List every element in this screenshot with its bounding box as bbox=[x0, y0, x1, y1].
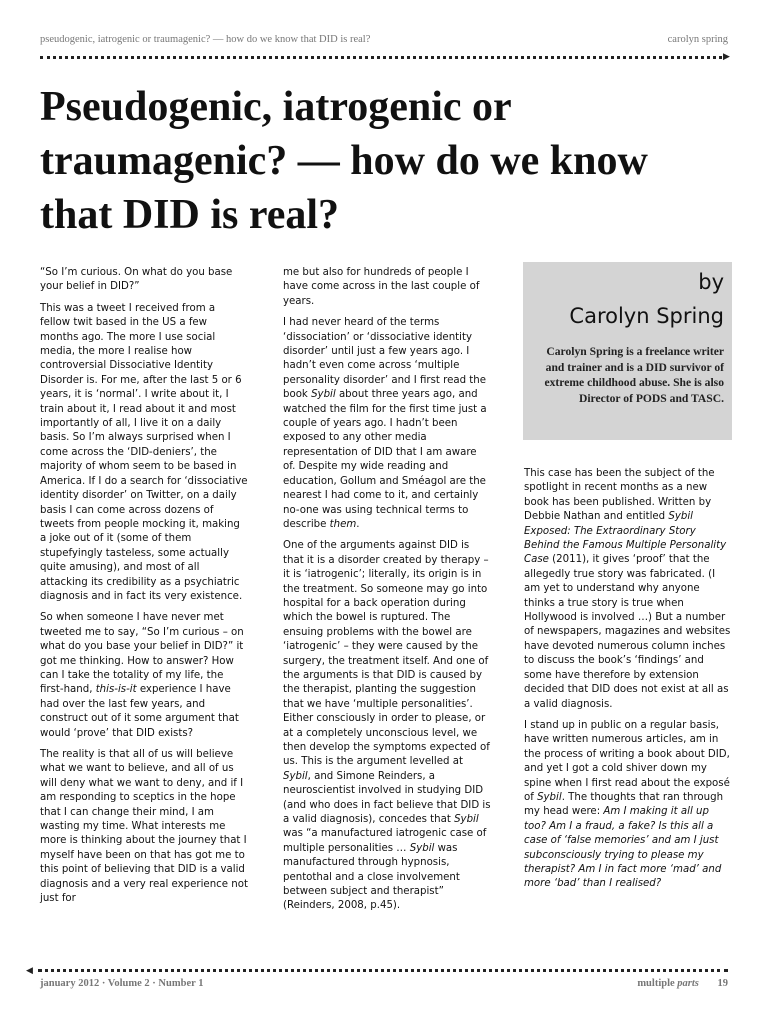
footer bbox=[40, 978, 728, 989]
body-column-1: “So I’m curious. On what do you base your belief in DID?” This was a tweet I received from a fellow twit based in the US a few months ago. The more I use social media, the more I realise how controversial Dissociative Identity Disorder is. For me, after the last 5 or 6 years, it is ‘normal’. I write about it, I train about it, I read about it and most importantly of all, I live it on a daily basis. So I’m always surprised when I come across the ‘DID-deniers’, the majority of whom seem to be based in America. If I do a search for ‘dissociative identity disorder’ on Twitter, on a daily basis I can come across dozens of tweets from people mocking it, making a joke out of it (some of them stupefyingly tasteless, some actually quite amusing), and most of all attacking its credibility as a psychiatric diagnosis and in fact its very existence. So when someone I have never met tweeted me to say, “So I’m curious – on what do you base your belief in DID?” it got me thinking. How to answer? How can I take the totality of my life, the first-hand, this-is-it experience I have had over the last few years, and construct out of it some argument that would ‘prove’ that DID exists? The reality is that all of us will believe what we want to believe, and all of us will deny what we want to deny, and if I am responding to sceptics in the hope that I can change their mind, I am wasting my time. What interests me more is thinking about the journey that I myself have been on that has got me to this point of believing that DID is a valid diagnosis and a very real experience not just for bbox=[40, 267, 248, 905]
author-bio: Carolyn Spring is a freelance writer and trainer and is a DID survivor of extreme childhood abuse. She is also Director of PODS and TASC. bbox=[544, 345, 724, 405]
issue-info: january 2012 · Volume 2 · Number 1 bbox=[40, 978, 204, 989]
bottom-dotted-rule bbox=[38, 969, 728, 972]
left-arrow-icon: ◀ bbox=[26, 965, 33, 975]
footer-magazine bbox=[637, 978, 728, 989]
right-arrow-icon: ▶ bbox=[723, 51, 730, 61]
byline-by: by bbox=[698, 270, 724, 294]
author-name: Carolyn Spring bbox=[569, 304, 724, 328]
author-box bbox=[523, 262, 732, 440]
page-number: 19 bbox=[717, 978, 728, 989]
body-column-3: This case has been the subject of the spotlight in recent months as a new book has been published. Written by Debbie Nathan and entitled Sybil Exposed: The Extraordinary Story Behind the Famous Multiple Personality Case (2011), it gives ‘proof’ that the allegedly true story was fabricated. (I am yet to understand why anyone thinks a true story is true when Hollywood is involved …) But a number of newspapers, magazines and websites have devoted numerous column inches to discuss the book’s ‘findings’ and some have therefore by extension decided that DID does not exist at all as a valid diagnosis. I stand up in public on a regular basis, have written numerous articles, am in the process of writing a book about DID, and yet I got a cold shiver down my spine when I first read about the exposé of Sybil. The thoughts that ran through my head were: Am I making it all up too? Am I a fraud, a fake? Is this all a case of ‘false memories’ and am I just subconsciously trying to please my therapist? Am I in fact more ‘mad’ and more ‘bad’ than I realised? bbox=[524, 468, 731, 890]
top-dotted-rule bbox=[40, 56, 722, 59]
running-author: carolyn spring bbox=[667, 34, 728, 45]
running-header bbox=[40, 34, 728, 45]
article-title: Pseudogenic, iatrogenic or traumagenic? — how do we know that DID is real? bbox=[40, 84, 648, 238]
magazine-name-a: multiple bbox=[637, 978, 675, 989]
running-title: pseudogenic, iatrogenic or traumagenic? — how do we know that DID is real? bbox=[40, 34, 371, 45]
magazine-name-b: parts bbox=[677, 978, 699, 989]
body-column-2: me but also for hundreds of people I have come across in the last couple of years. I had never heard of the terms ‘dissociation’ or ‘dissociative identity disorder’ until just a few years ago. I hadn’t even come across ‘multiple personality disorder’ and I first read the book Sybil about three years ago, and watched the film for the first time just a couple of years ago. I hadn’t been exposed to any other media representation of DID that I am aware of. Despite my wide reading and education, Gollum and Sméagol are the nearest I had come to it, and certainly no-one was using technical terms to describe them. One of the arguments against DID is that it is a disorder created by therapy – it is ‘iatrogenic’; literally, its origin is in the treatment. So someone may go into hospital for a back operation during which the bowel is ruptured. The ensuing problems with the bowel are ‘iatrogenic’ – they were caused by the surgery, the treatment itself. And one of the arguments is that DID is caused by the therapist, planting the suggestion that we have ‘multiple personalities’. Either consciously in order to please, or at a completely unconscious level, we then develop the symptoms expected of us. This is the argument levelled at Sybil, and Simone Reinders, a neuroscientist involved in studying DID (and who does in fact believe that DID is a valid diagnosis), concedes that Sybil was “a manufactured iatrogenic case of multiple personalities … Sybil was manufactured through hypnosis, pentothal and a close involvement between subject and therapist” (Reinders, 2008, p.45). bbox=[283, 267, 491, 912]
